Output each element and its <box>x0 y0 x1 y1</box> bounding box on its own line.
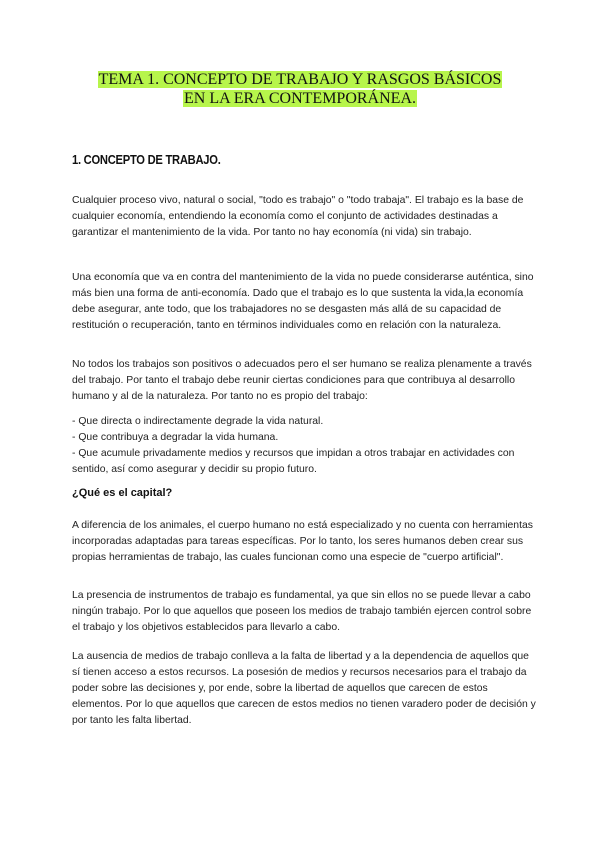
subheading-capital: ¿Qué es el capital? <box>72 487 173 499</box>
document-title <box>0 70 600 108</box>
list-item: - Que acumule privadamente medios y recursos que impidan a otros trabajar en actividades con sentido, así como asegurar y decidir su propio futuro. <box>72 448 515 475</box>
paragraph: La ausencia de medios de trabajo conlleva a la falta de libertad y a la dependencia de aquellos que sí tienen acceso a estos recursos. La posesión de medios y recursos necesarios para el trabajo da poder sobre las decisiones y, por ende, sobre la libertad de aquellos que carecen de estos elementos. Por lo que aquellos que carecen de estos medios no tienen varadero poder de decisión y por tanto les falta libertad. <box>72 651 536 726</box>
paragraph: Una economía que va en contra del mantenimiento de la vida no puede considerarse auténtica, sino más bien una forma de anti-economía. Dado que el trabajo es lo que sustenta la vida,la economía debe asegurar, ante todo, que los trabajadores no se desgasten más allá de su capacidad de restitución o recuperación, tanto en términos individuales como en relación con la naturaleza. <box>72 272 534 331</box>
paragraph: No todos los trabajos son positivos o adecuados pero el ser humano se realiza plenamente a través del trabajo. Por tanto el trabajo debe reunir ciertas condiciones para que contribuya al desarrollo humano y al de la naturaleza. Por tanto no es propio del trabajo: <box>72 359 532 402</box>
title-line-1: TEMA 1. CONCEPTO DE TRABAJO Y RASGOS BÁSICOS <box>98 71 502 88</box>
paragraph: A diferencia de los animales, el cuerpo humano no está especializado y no cuenta con herramientas incorporadas adaptadas para tareas específicas. Por lo tanto, los seres humanos deben crear sus propias herramientas de trabajo, las cuales funcionan como una especie de "cuerpo artificial". <box>72 520 533 563</box>
list-item: - Que contribuya a degradar la vida humana. <box>72 432 279 443</box>
section-heading-concepto: 1. CONCEPTO DE TRABAJO. <box>72 152 221 167</box>
paragraph: La presencia de instrumentos de trabajo es fundamental, ya que sin ellos no se puede llevar a cabo ningún trabajo. Por lo que aquellos que poseen los medios de trabajo también ejercen control sobre el trabajo y los objetivos establecidos para llevarlo a cabo. <box>72 590 532 633</box>
list-item: - Que directa o indirectamente degrade la vida natural. <box>72 416 324 427</box>
conditions-list <box>72 414 537 478</box>
title-line-2: EN LA ERA CONTEMPORÁNEA. <box>183 90 416 107</box>
paragraph: Cualquier proceso vivo, natural o social, "todo es trabajo" o "todo trabaja". El trabajo es la base de cualquier economía, entendiendo la economía como el conjunto de actividades destinadas a garantizar el mantenimiento de la vida. Por tanto no hay economía (ni vida) sin trabajo. <box>72 195 524 238</box>
